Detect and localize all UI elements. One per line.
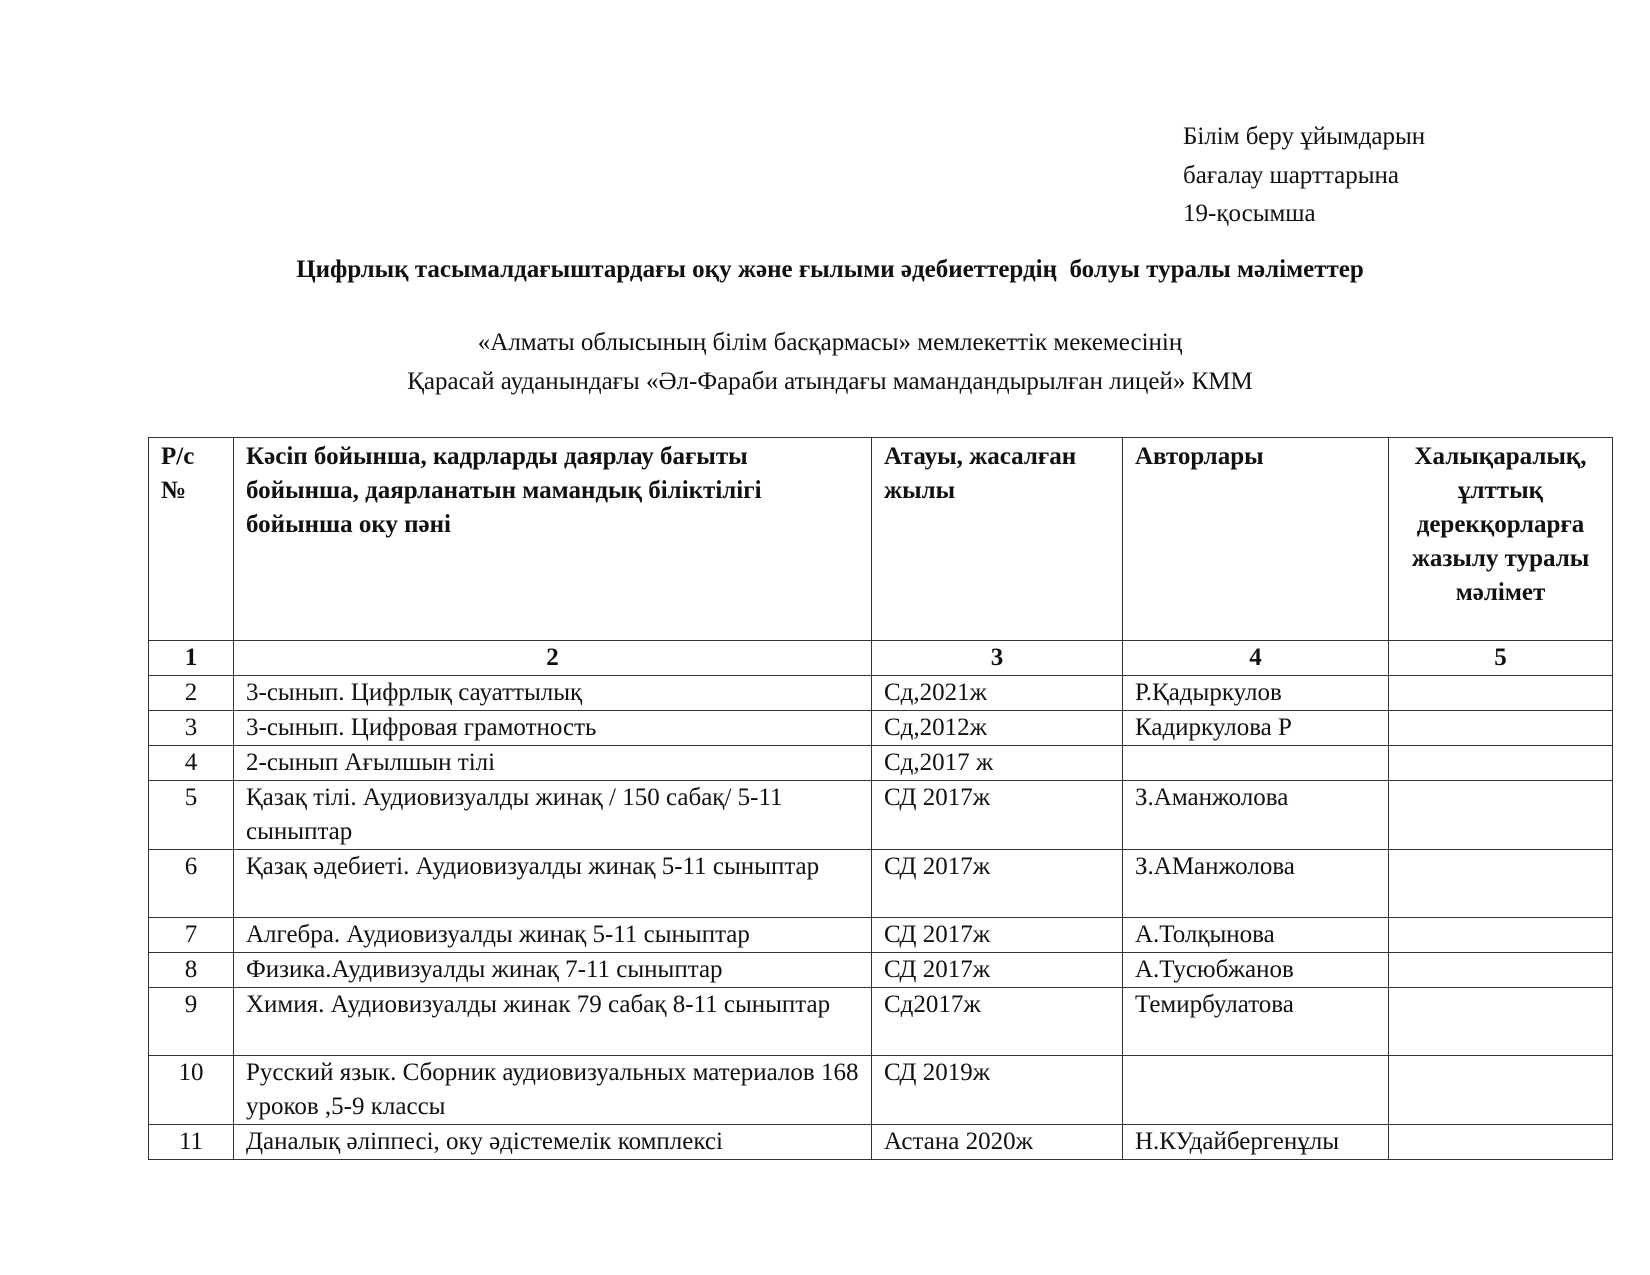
row-number: 5 — [149, 781, 234, 850]
row-database-info — [1389, 1056, 1613, 1125]
document-title: Цифрлық тасымалдағыштардағы оқу және ғылыми әдебиеттердің болуы туралы мәліметтер — [296, 256, 1364, 283]
row-database-info — [1389, 953, 1613, 988]
row-number: 6 — [149, 850, 234, 918]
row-subject: Химия. Аудиовизуалды жинак 79 сабақ 8-11 сыныптар — [234, 988, 872, 1056]
row-subject: Қазақ тілі. Аудиовизуалды жинақ / 150 сабақ/ 5-11 сыныптар — [234, 781, 872, 850]
row-number: 3 — [149, 711, 234, 746]
row-authors: Р.Қадыркулов — [1123, 676, 1389, 711]
column-number: 3 — [872, 641, 1123, 676]
row-authors: З.АМанжолова — [1123, 850, 1389, 918]
row-number: 2 — [149, 676, 234, 711]
row-database-info — [1389, 781, 1613, 850]
table-row — [149, 918, 1613, 953]
row-name-year: Сд,2021ж — [872, 676, 1123, 711]
row-number: 4 — [149, 746, 234, 781]
row-database-info — [1389, 711, 1613, 746]
table-header-row — [149, 438, 1613, 641]
header-row-number: Р/с № — [149, 438, 234, 641]
row-database-info — [1389, 676, 1613, 711]
annex-note — [1183, 118, 1425, 234]
row-database-info — [1389, 850, 1613, 918]
row-subject: Физика.Аудивизуалды жинақ 7-11 сыныптар — [234, 953, 872, 988]
row-authors: А.Толқынова — [1123, 918, 1389, 953]
row-name-year: СД 2017ж — [872, 781, 1123, 850]
column-number: 1 — [149, 641, 234, 676]
table-row — [149, 850, 1613, 918]
row-name-year: Астана 2020ж — [872, 1125, 1123, 1160]
row-number: 8 — [149, 953, 234, 988]
table-row — [149, 676, 1613, 711]
row-name-year: СД 2017ж — [872, 850, 1123, 918]
table-row — [149, 746, 1613, 781]
row-name-year: Сд,2017 ж — [872, 746, 1123, 781]
table-row — [149, 711, 1613, 746]
table-row — [149, 988, 1613, 1056]
header-name-year: Атауы, жасалған жылы — [872, 438, 1123, 641]
column-number: 5 — [1389, 641, 1613, 676]
row-authors: А.Тусюбжанов — [1123, 953, 1389, 988]
column-number: 4 — [1123, 641, 1389, 676]
header-database-info: Халықаралық, ұлттық дерекқорларға жазылу туралы мәлімет — [1389, 438, 1613, 641]
row-subject: Қазақ әдебиеті. Аудиовизуалды жинақ 5-11 сыныптар — [234, 850, 872, 918]
row-database-info — [1389, 918, 1613, 953]
row-subject: 2-сынып Ағылшын тілі — [234, 746, 872, 781]
table-row — [149, 1125, 1613, 1160]
row-number: 11 — [149, 1125, 234, 1160]
row-name-year: СД 2019ж — [872, 1056, 1123, 1125]
column-number: 2 — [234, 641, 872, 676]
row-subject: Русский язык. Сборник аудиовизуальных материалов 168 уроков ,5-9 классы — [234, 1056, 872, 1125]
row-number: 9 — [149, 988, 234, 1056]
column-number-row — [149, 641, 1613, 676]
table-row — [149, 1056, 1613, 1125]
row-number: 10 — [149, 1056, 234, 1125]
row-name-year: Сд,2012ж — [872, 711, 1123, 746]
header-authors: Авторлары — [1123, 438, 1389, 641]
row-authors: Темирбулатова — [1123, 988, 1389, 1056]
row-authors: З.Аманжолова — [1123, 781, 1389, 850]
annex-line-2: бағалау шарттарына — [1183, 161, 1399, 189]
row-number: 7 — [149, 918, 234, 953]
annex-line-3: 19-қосымша — [1183, 200, 1316, 227]
row-subject: Алгебра. Аудиовизуалды жинақ 5-11 сыныптар — [234, 918, 872, 953]
row-database-info — [1389, 746, 1613, 781]
table-row — [149, 781, 1613, 850]
subtitle-line-2: Қарасай ауданындағы «Әл-Фараби атындағы мамандандырылған лицей» КММ — [407, 368, 1253, 395]
row-database-info — [1389, 1125, 1613, 1160]
row-name-year: СД 2017ж — [872, 918, 1123, 953]
row-authors — [1123, 746, 1389, 781]
row-authors — [1123, 1056, 1389, 1125]
row-subject: 3-сынып. Цифрлық сауаттылық — [234, 676, 872, 711]
header-subject: Кәсіп бойынша, кадрларды даярлау бағыты бойынша, даярланатын мамандық біліктілігі бойынша оку пәні — [234, 438, 872, 641]
row-database-info — [1389, 988, 1613, 1056]
row-name-year: СД 2017ж — [872, 953, 1123, 988]
literature-table — [148, 437, 1613, 1160]
table-row — [149, 953, 1613, 988]
annex-line-1: Білім беру ұйымдарын — [1183, 123, 1426, 150]
row-authors: Кадиркулова Р — [1123, 711, 1389, 746]
row-subject: Даналық әліппесі, оку әдістемелік комплексі — [234, 1125, 872, 1160]
organization-subtitle — [0, 323, 1650, 401]
row-subject: 3-сынып. Цифровая грамотность — [234, 711, 872, 746]
row-authors: Н.КУдайбергенұлы — [1123, 1125, 1389, 1160]
row-name-year: Сд2017ж — [872, 988, 1123, 1056]
subtitle-line-1: «Алматы облысының білім басқармасы» мемлекеттік мекемесінің — [477, 329, 1183, 356]
